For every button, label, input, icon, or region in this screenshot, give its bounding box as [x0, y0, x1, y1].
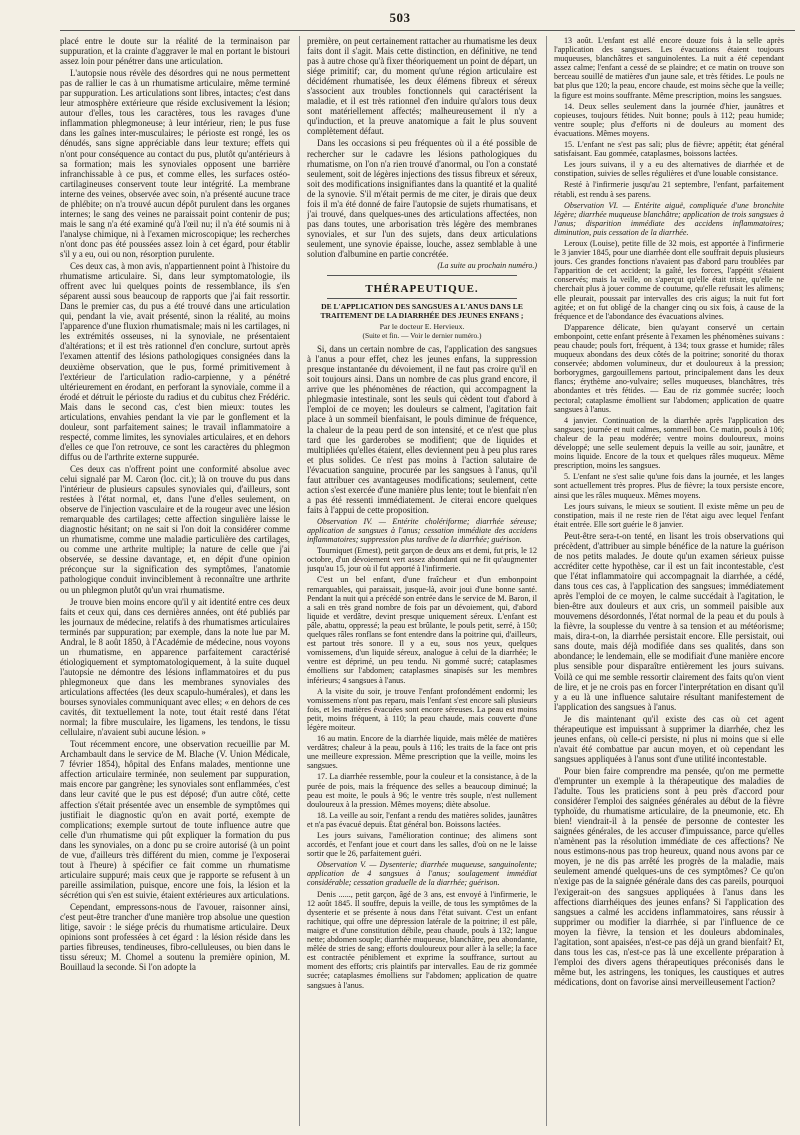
section-heading: THÉRAPEUTIQUE. — [365, 283, 479, 296]
observation-paragraph: 14. Deux selles seulement dans la journée d'hier, jaunâtres et copieuses, toujours fétides. Nuit bonne; pouls à 112; peau humide; ventre souple; plus d'efforts ni de douleurs au moment des évacuations. Mêmes moyens. — [554, 101, 784, 138]
observation-paragraph: 18. La veille au soir, l'enfant a rendu des matières solides, jaunâtres et n'a pas évacué depuis. État général bon. Boissons lactées. — [307, 810, 537, 829]
observation-paragraph: 13 août. L'enfant est allé encore douze fois à la selle après l'application des sangsues. Les évacuations étaient toujours muqueuses, blanchâtres et sanguinolentes. La nuit a été cependant assez calme; l'enfant a cessé de se plaindre; et ce matin on trouve son berceau souillé de matières d'un jaune sale, et très fétides. Le pouls ne bat plus que 120; la peau, encore chaude, est moins sèche que la veille; la figure est moins souffrante. Même prescription, moins les sangsues. — [554, 36, 784, 100]
section-rule — [327, 298, 517, 299]
observation-paragraph: Denis ......, petit garçon, âgé de 3 ans, est envoyé à l'infirmerie, le 12 août 1845. Il souffre, depuis la veille, de tous les symptômes de la dysenterie et se présente à nous dans l'état suivant. C'est un enfant rachitique, qui offre une dépression latérale de la poitrine; il est pâle, maigre et d'une constitution débile, peau chaude, pouls à 132; langue nette; abdomen souple; diarrhée muqueuse, blanchâtre, peu abondante, mêlée de stries de sang; efforts douloureux pour aller à la selle; la face est contractée péniblement et exprime la souffrance, surtout au moment des efforts; cris plaintifs par intervalles. Eau de riz gommée sucrée; cataplasmes émolliens sur l'abdomen; application de quatre sangsues à l'anus. — [307, 889, 537, 990]
observation-paragraph: 5. L'enfant ne s'est salie qu'une fois dans la journée, et les langes sont actuellement très propres. Plus de fièvre; la toux persiste encore, ainsi que les râles muqueux. Mêmes moyens. — [554, 472, 784, 500]
observation-paragraph: Tourniquet (Ernest), petit garçon de deux ans et demi, fut pris, le 12 octobre, d'un dévoiement vert assez abondant qui ne fit qu'augmenter jusqu'au 15, jour où il fut apporté à l'infirmerie. — [307, 546, 537, 574]
paragraph: Dans les occasions si peu fréquentes où il a été possible de rechercher sur le cadavre les lésions pathologiques du rhumatisme, on l'on n'a rien trouvé d'anormal, ou l'on a constaté seulement, soit de légères injections des tissus fibreux et séreux, soit des modifications insignifiantes dans la quantité et la qualité de la synovie. S'il m'était permis de me citer, je dirais que deux fois il m'a été donné de faire l'autopsie de sujets rhumatisans, et j'ai trouvé, dans quelques-unes des articulations affectées, non pas dans toutes, une arborisation très légère des membranes synoviales, et sur l'un des sujets, dans deux articulations seulement, une synovie épaisse, louche, assez semblable à une solution d'albumine en partie concrétée. — [307, 138, 537, 259]
observation-paragraph: C'est un bel enfant, d'une fraîcheur et d'un embonpoint remarquables, qui paraissait, jusque-là, avoir joui d'une bonne santé. Pendant la nuit qui a précédé son entrée dans le service de M. Baron, il a sali en très grand nombre de fois par un dévoiement, qui, d'abord liquide et verdâtre, devint presque uniquement séreux. L'enfant est pâle, abattu, oppressé; la peau est brûlante, le pouls petit, serré, à 150; quelques râles ronflans se font entendre dans la poitrine qui, d'ailleurs, est partout très sonore. Il y a eu, sous nos yeux, quelques vomissemens, d'un liquide séreux, analogue à celui de la diarrhée; le ventre est déprimé, un peu tendu. Ni gommé sucré; cataplasmes émolliens sur l'abdomen; cataplasmes sinapisés sur les membres inférieurs; 4 sangsues à l'anus. — [307, 575, 537, 685]
observation-paragraph: Les jours suivans, le mieux se soutient. Il existe même un peu de constipation, mais il ne reste rien de l'état aigu avec lequel l'enfant était entrée. Elle sort guérie le 8 janvier. — [554, 501, 784, 529]
observation-paragraph: 17. La diarrhée ressemble, pour la couleur et la consistance, à de la purée de pois, mais la fréquence des selles a beaucoup diminué; la peau est moite, le pouls à 96; le ventre très souple, n'est nullement douloureux à la pression. Mêmes moyens; diète absolue. — [307, 772, 537, 809]
paragraph: Peut-être sera-t-on tenté, en lisant les trois observations qui précèdent, d'attribuer au simple bénéfice de la nature la guérison de nos petits malades. Je doute qu'un examen sérieux puisse accréditer cette hypothèse, car il est un fait incontestable, c'est que l'état inflammatoire qui accompagnait la diarrhée, a cédé, dans tous ces cas, à l'application des sangsues; immédiatement après l'emploi de ce moyen, le calme succédait à l'agitation, le bien-être aux douleurs et aux cris, un sommeil paisible aux mouvemens désordonnés, l'état normal de la peau et du pouls à la fièvre, la souplesse du ventre à sa tension et au météorisme; mais, dira-t-on, la diarrhée persistait encore. Elle persistait, oui sans doute, mais déjà modifiée dans ses qualités, dans son abondance; le lendemain, elle se modifiait d'une manière encore plus sensible pour disparaître entièrement les jours suivans. Voilà ce qui me semble ressortir clairement des faits qu'on vient de lire, et je ne crois pas en forcer l'interprétation en disant qu'il y a eu là une influence salutaire résultant manifestement de l'application des sangsues à l'anus. — [554, 530, 784, 712]
column-middle — [307, 36, 537, 1126]
observation-paragraph: D'apparence délicate, bien qu'ayant conservé un certain embonpoint, cette enfant présente à l'examen les phénomènes suivans : peau chaude; pouls fort, fréquent, à 134; toux grasse et humide; râles muqueux abondans des deux côtés de la poitrine; sonorité du thorax conservée; abdomen volumineux, dur et douloureux à la pression; borborygmes, gargouillemens partout, principalement dans les deux flancs; érythème ano-vulvaire; selles muqueuses, blanchâtres, très abondantes et très fétides. — Eau de riz gommée sucrée; looch pectoral; cataplasme émollient sur l'abdomen; application de quatre sangsues à l'anus. — [554, 322, 784, 414]
observation-title: Observation IV. — Entérite cholériforme; diarrhée séreuse; application de sangsues à l'anus; cessation immédiate des accidens inflammatoires; suppression plus tardive de la diarrhée; guérison. — [307, 516, 537, 545]
page-number: 503 — [389, 10, 411, 25]
paragraph: Ces deux cas n'offrent point une conformité absolue avec celui signalé par M. Caron (loc. cit.); là on trouve du pus dans l'intérieur de plusieurs capsules synoviales qui, d'ailleurs, sont restées à l'état normal, et, dans l'une d'elles seulement, on observe de l'injection vasculaire et de la rougeur avec une lésion remarquable des cartilages; cette affection singulière laisse le diagnostic hésitant; on ne sait si l'on doit la considérer comme un rhumatisme, comme une maladie particulière des cartilages, ou comme une arthrite multiple; la nature de celle que j'ai observée, se dessine davantage, et, en dépit d'une opinion préconçue sur la signification des symptômes, l'anatomie pathologique conduit invinciblement à reconnaître une arthrite ou un phlegmon plutôt qu'un vrai rhumatisme. — [60, 463, 290, 595]
paragraph: Pour bien faire comprendre ma pensée, qu'on me permette d'emprunter un exemple à la thérapeutique des maladies de l'adulte. Tous les praticiens sont à peu près d'accord pour considérer l'emploi des saignées générales au début de la fièvre typhoïde, du rhumatisme articulaire, de la pneumonie, etc. Eh bien! viendrait-il à la pensée de personne de contester les saignées générales, de les accuser d'impuissance, parce qu'elles n'amènent pas la résolution immédiate de ces affections? Ne nous estimons-nous pas trop heureux, quand nous avons par ce moyen, je ne dis pas arrêté les progrès de la maladie, mais seulement amendé quelques-uns de ces symptômes? Ce qu'on n'exige pas de la saignée générale dans des cas pareils, pourquoi l'exigerait-on des sangsues appliquées à l'anus dans les affections diarrhéiques des jeunes enfans? Si l'application des sangsues a calmé les accidens inflammatoires, sans réussir à supprimer ou modifier la diarrhée, si par l'influence de ce moyen la fièvre, la tension et les douleurs abdominales, l'agitation, sont apaisées, n'est-ce pas déjà un grand bienfait? Et, dans tous les cas, n'est-ce pas là une excellente préparation à l'emploi des divers agens thérapeutiques préconisés dans le même but, les astringens, les toniques, les caustiques et autres médications, dont on favorise ainsi merveilleusement l'action? — [554, 765, 784, 987]
observation-paragraph: A la visite du soir, je trouve l'enfant profondément endormi; les vomissemens n'ont pas reparu, mais l'enfant s'est encore sali plusieurs fois, et les matières évacuées sont encore séreuses. La peau est moins petit, moins fréquent, à 110; la peau chaude, mais couverte d'une légère moiteur. — [307, 686, 537, 732]
header-rule — [60, 30, 795, 31]
columns — [60, 36, 795, 1126]
article-title: DE L'APPLICATION DES SANGSUES A L'ANUS DANS LE TRAITEMENT DE LA DIARRHÉE DES JEUNES ENFANS ; — [320, 302, 524, 321]
article-byline: Par le docteur E. Hervieux. — [379, 322, 465, 332]
observation-paragraph: 15. L'enfant ne s'est pas sali; plus de fièvre; appétit; état général satisfaisant. Eau gommée, cataplasmes, boissons lactées. — [554, 140, 784, 159]
paragraph: Cependant, empressons-nous de l'avouer, raisonner ainsi, c'est peut-être trancher d'une manière trop absolue une question litige, savoir : le siége précis du rhumatisme articulaire. Deux opinions sont professées à cet égard : la lésion réside dans les parties fibreuses, tendineuses, fibro-celluleuses, ou bien dans le tissu séreux; M. Chomel a soutenu la première opinion, M. Bouillaud la seconde. Si l'on adopte la — [60, 901, 290, 973]
column-right — [554, 36, 784, 1126]
column-left — [60, 36, 290, 1126]
paragraph: Ces deux cas, à mon avis, n'appartiennent point à l'histoire du rhumatisme articulaire. Si, dans leur symptomatologie, ils offrent avec lui quelques points de ressemblance, ils s'en séparent aussi sous beaucoup de rapports que j'ai fait ressortir. Dans le premier cas, du pus a été trouvé dans une articulation qui, pendant la vie, avait présenté, sinon la réalité, au moins l'apparence d'une fluxion rhumatismale; mais ni les cartilages, ni les extrémités osseuses, ni la synoviale, ne présentaient d'altérations; et il est très rationnel d'en conclure, surtout après l'examen attentif des lésions pathologiques consignées dans la deuxième observation, que le pus, formé primitivement à l'extérieur de l'articulation radio-carpienne, y a pénétré ultérieurement en érodant, en perforant la synoviale, comme il a érodé et détruit le périoste du radius et du cubitus chez Frédéric. Mais dans le second cas, c'est bien mieux: toutes les articulations, envahies pendant la vie par le gonflement et la douleur, sont parfaitement saines; le travail inflammatoire a respecté, comme limites, les synoviales articulaires, et en dehors d'elles ce que l'on retrouve, ce sont les caractères du phlegmon diffus ou de l'arthrite externe suppurée. — [60, 261, 290, 462]
paragraph: placé entre le doute sur la réalité de la terminaison par suppuration, et la crainte d'aggraver le mal en portant le bistouri assez loin pour pénétrer dans une articulation. — [60, 36, 290, 67]
paragraph: Je dis maintenant qu'il existe des cas où cet agent thérapeutique est impuissant à supprimer la diarrhée, chez les jeunes enfans, où celle-ci persiste, ni plus ni moins que si elle n'avait été combattue par aucun moyen, et où cependant les sangsues appliquées à l'anus sont d'une utilité incontestable. — [554, 713, 784, 764]
observation-paragraph: 4 janvier. Continuation de la diarrhée après l'application des sangsues; journée et nuit calmes, sommeil bon. Ce matin, pouls à 106; chaleur de la peau modérée; ventre moins douloureux, moins développé; une selle seulement depuis la veille au soir, jaunâtre, et moins liquide. Encore de la toux et quelques râles muqueux. Même prescription, moins les sangsues. — [554, 415, 784, 471]
article-note: (Suite et fin. — Voir le dernier numéro.) — [362, 331, 482, 341]
paragraph: Si, dans un certain nombre de cas, l'application des sangsues à l'anus a pour effet, chez les jeunes enfans, la suppression presque instantanée du dévoiement, il ne faut pas croire qu'il en soit toujours ainsi. Dans un nombre de cas plus grand encore, il arrive que les phénomènes de réaction, qui accompagnent la phlegmasie intestinale, sont les seuls qui cèdent tout d'abord à l'emploi de ce moyen; les douleurs se calment, l'agitation fait place à un sommeil bienfaisant, le pouls diminue de fréquence, la chaleur de la peau perd de son intensité, et ce n'est que plus tard que les garderobes se modifient; que de liquides et multipliées qu'elles étaient, elles deviennent peu à peu plus rares et plus solides. Ce n'est pas moins à l'action salutaire de l'évacuation sanguine, procurée par les sangsues à l'anus, qu'il faut attribuer ces avantageuses modifications; seulement, cette action s'est exercée d'une manière plus lente; tout le bienfait n'en a pas été ressenti immédiatement. Je citerai encore quelques faits à l'appui de cette proposition. — [307, 344, 537, 515]
observation-paragraph: Les jours suivans, il y a eu des alternatives de diarrhée et de constipation, suivies de selles régulières et d'une louable consistance. — [554, 160, 784, 179]
continuation-note: (La suite au prochain numéro.) — [437, 261, 537, 271]
paragraph: Je trouve bien moins encore qu'il y ait identité entre ces deux faits et ceux qui, dans ces dernières années, ont été publiés par les journaux de médecine, relatifs à des rhumatismes articulaires terminés par suppuration; par exemple, dans la note lue par M. Andral, le 8 août 1850, à l'Académie de médecine, nous voyons un rhumatisme, en apparence parfaitement caractérisé étiologiquement et symptomatologiquement, à la suite duquel l'autopsie ne démontre des lésions inflammatoires et du pus phlegmoneux que dans les membranes synoviales des articulations affectées (les deux scapulo-humérales), et dans les bourses synoviales communiquant avec elles; « en dehors de ces cavités, dit textuellement la note, tout était resté dans l'état normal; la fibre musculaire, les ligamens, les tendons, le tissu cellulaire, n'avaient subi aucune lésion. » — [60, 596, 290, 738]
observation-paragraph: Resté à l'infirmerie jusqu'au 21 septembre, l'enfant, parfaitement rétabli, est rendu à ses parens. — [554, 180, 784, 199]
observation-paragraph: Leroux (Louise), petite fille de 32 mois, est apportée à l'infirmerie le 3 janvier 1845, pour une diarrhée dont elle souffrait depuis plusieurs jours. Ces grandes fonctions n'avaient pas d'abord paru troublées par l'apparition de cet accident; la gaîté, les forces, l'appétit s'étaient conservés; mais la veille, on s'aperçut qu'elle était triste, qu'elle ne cherchait plus à jouer comme de coutume, qu'elle refusait les alimens; elle pleurait, poussait par intervalles des cris aigus; la nuit fut fort agitée; et on fut obligé de la changer cinq ou six fois, à cause de la fréquence et de l'abondance des évacuations alvines. — [554, 238, 784, 321]
observation-title: Observation VI. — Entérite aiguë, compliquée d'une bronchite légère; diarrhée muqueuse blanchâtre; application de trois sangsues à l'anus; disparition immédiate des accidens inflammatoires; diminution, puis cessation de la diarrhée. — [554, 200, 784, 237]
paragraph: L'autopsie nous révèle des désordres qui ne nous permettent pas de rallier le cas à un rhumatisme articulaire, même terminé par suppuration. Les articulations sont libres, intactes; c'est dans leur atmosphère extérieure que réside exclusivement la lésion; autour d'elles, tous les caractères, tous les ravages d'une inflammation phlegmoneuse; à leur intérieur, rien; le pus fuse dans les gaînes inter-musculaires; le périoste est rongé, les os dénudés, sans signe appréciable dans leur texture; effets qui n'ont pour conséquence au contact du pus, plutôt qu'antérieurs à sa formation; mais les synoviales opposent une barrière infranchissable à ce pus, et comme elles, les surfaces ostéo-cartilagineuses conservent toute leur intégrité. La membrane interne des veines, observée avec soin, n'a présenté aucune trace de phlébite; on n'a trouvé aucun dépôt purulent dans les organes internes; le sang des veines ne paraissait point contenir de pus; mais le sang n'a été examiné qu'à l'œil nu; il n'a été soumis ni à l'analyse chimique, ni à l'examen microscopique; les recherches n'ont donc pas été poussées assez loin à cet égard, pour établir s'il y a eu, oui ou non, résorption purulente. — [60, 68, 290, 259]
column-divider — [299, 36, 300, 1126]
paragraph: Tout récemment encore, une observation recueillie par M. Archambault dans le service de M. Blache (V. Union Médicale, 7 février 1854), hôpital des Enfans malades, mentionne une affection articulaire terminée, non seulement par suppuration, mais encore par gangrène; les synoviales sont enflammées, c'est dans leur cavité que le pus est déposé; d'un autre côté, cette affection s'était présentée avec un ensemble de symptômes qui justifiait le diagnostic qu'on en avait porté, exempte de complications; exemple surtout de toute influence autre que celle d'un rhumatisme qui pût expliquer la formation du pus dans les synoviales, on a donc pu se croire autorisé (à un point de vue, d'ailleurs très différent du mien, comme je l'exposerai tout à l'heure) à spécifier ce fait comme un rhumatisme articulaire suppuré; mais ceux que je rapporte se refusent à un pareille assimilation, puisque, encore une fois, la lésion et la sécrétion qui s'en est suivie, étaient extérieures aux articulations. — [60, 739, 290, 900]
observation-paragraph: 16 au matin. Encore de la diarrhée liquide, mais mêlée de matières verdâtres; chaleur à la peau, pouls à 116; les traits de la face ont pris une meilleure expression. Même prescription que la veille, moins les sangsues. — [307, 734, 537, 771]
observation-paragraph: Les jours suivans, l'amélioration continue; des alimens sont accordés, et l'enfant joue et court dans les salles, d'où on ne le laisse sortir que le 26, parfaitement guéri. — [307, 831, 537, 859]
section-rule — [327, 275, 517, 276]
observation-title: Observation V. — Dysenterie; diarrhée muqueuse, sanguinolente; application de 4 sangsues à l'anus; soulagement immédiat considérable; cessation graduelle de la diarrhée; guérison. — [307, 860, 537, 888]
paragraph: première, on peut certainement rattacher au rhumatisme les deux faits dont il s'agit. Mais cette distinction, en définitive, ne tend pas à autre chose qu'à fixer théoriquement un point de départ, un siége primitif; car, du moment qu'une région articulaire est décidément rhumatisée, les deux élémens fibreux et séreux s'associent aux troubles fonctionnels qui caractérisent la maladie, et il est très rationnel d'en induire qu'alors tous deux sont matériellement affectés; malheureusement il n'y a qu'induction, et la preuve anatomique a fait le plus souvent complètement défaut. — [307, 36, 537, 137]
column-divider — [546, 36, 547, 1126]
